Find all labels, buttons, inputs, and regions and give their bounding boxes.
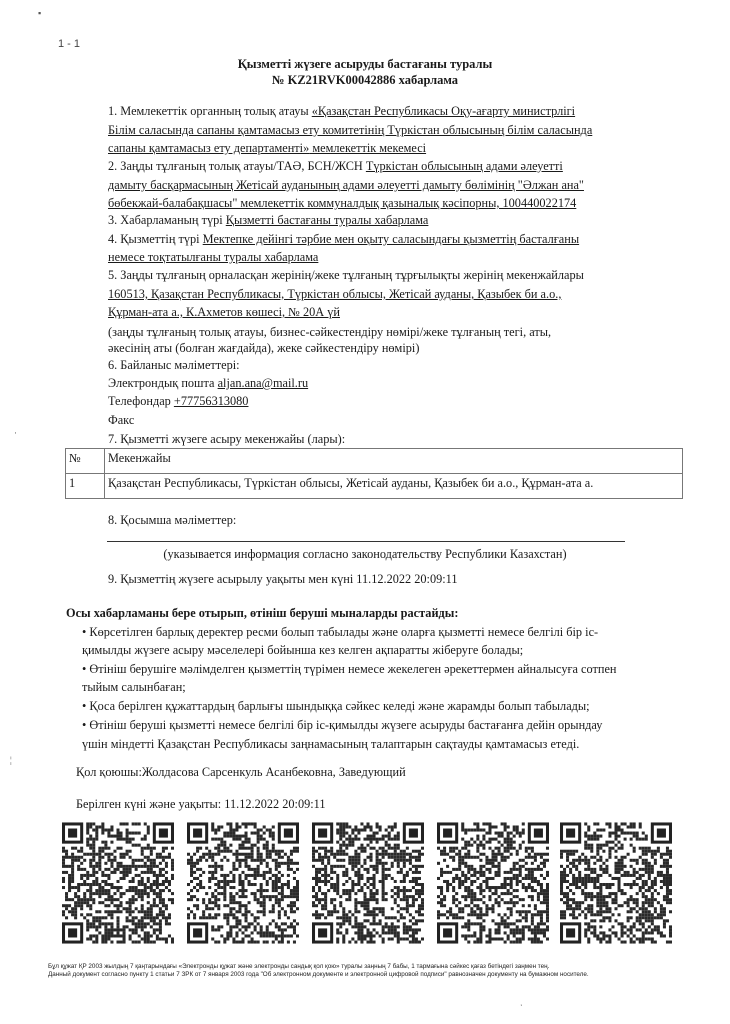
confirm-bullet4-line1: • Өтініш беруші қызметті немесе белгілі бір іс-қимылды жүзеге асыруды бастағанға дейін орындау (82, 718, 603, 732)
qr-code-5 (560, 822, 672, 944)
item5-note2: әкесінің аты (болған жағдайда), жеке сәйкестендіру нөмірі) (108, 341, 420, 355)
qr-code-1 (62, 822, 174, 944)
qr-code-2 (187, 822, 299, 944)
item9-line: 9. Қызметтің жүзеге асырылу уақыты мен күні 11.12.2022 20:09:11 (108, 572, 458, 586)
item6-heading: 6. Байланыс мәліметтері: (108, 358, 240, 372)
page-number: 1 - 1 (58, 38, 81, 50)
item7-heading: 7. Қызметті жүзеге асыру мекенжайы (лары): (108, 432, 346, 446)
item4-line2: немесе тоқтатылғаны туралы хабарлама (108, 250, 319, 264)
qr-code-3 (312, 822, 424, 944)
table-header-cell: Мекенжайы (105, 449, 683, 474)
table-header-row (66, 449, 683, 474)
email-link[interactable]: aljan.ana@mail.ru (217, 376, 309, 390)
table-cell: 1 (66, 474, 105, 499)
item5-note1: (заңды тұлғаның толық атауы, бизнес-сәйкестендіру нөмірі/жеке тұлғаның тегі, аты, (108, 325, 552, 339)
email-line: Электрондық пошта aljan.ana@mail.ru (108, 376, 309, 390)
confirm-heading: Осы хабарламаны бере отырып, өтініш беруші мыналарды растайды: (66, 606, 459, 620)
phone-value: +77756313080 (173, 394, 249, 408)
scan-mark: ¦ (10, 755, 12, 765)
item5-line3: Құрман-ата а., К.Ахметов көшесі, № 20А үй (108, 305, 340, 319)
item3-line: 3. Хабарламаның түрі Қызметті бастағаны туралы хабарлама (108, 213, 429, 227)
address-table (65, 448, 683, 499)
table-header-cell: № (66, 449, 105, 474)
item5-line1: 5. Заңды тұлғаның орналасқан жерінің/жеке тұлғаның тұрғылықты жерінің мекенжайлары (108, 268, 584, 282)
confirm-bullet1-line2: қимылды жүзеге асыру мәселелері бойынша кез келген ақпаратты жіберуге болады; (82, 643, 524, 657)
item2-line2: дамыту басқармасының Жетісай ауданының адами әлеуетті дамыту бөлімінің "Әлжан ана" (108, 178, 584, 192)
footer-line-ru: Данный документ согласно пункту 1 статьи 7 ЗРК от 7 января 2003 года "Об электронном документе и электронной цифровой подписи" равнозначен документу на бумажном носителе. (48, 971, 589, 978)
table-row (66, 474, 683, 499)
item2-line1: 2. Заңды тұлғаның толық атауы/ТАӘ, БСН/ЖСН Түркістан облысының адами әлеуетті (108, 159, 563, 173)
table-cell: Қазақстан Республикасы, Түркістан облысы, Жетісай ауданы, Қазыбек би а.о., Құрман-ата а. (105, 474, 683, 499)
footer-line-kz: Бұл құжат ҚР 2003 жылдың 7 қаңтарындағы «Электронды құжат және электронды сандық қол қою» туралы заңның 7 бабы, 1 тармағына сәйкес қағаз бетіндегі заңмен тең. (48, 963, 550, 970)
scan-mark: ͺ (520, 996, 523, 1006)
phone-line: Телефондар +77756313080 (108, 394, 249, 408)
confirm-bullet4-line2: үшін міндетті Қазақстан Республикасы заңнамасының талаптарын сақтауды қамтамасыз етеді. (82, 737, 580, 751)
confirm-bullet3: • Қоса берілген құжаттардың барлығы шындыққа сәйкес келеді және жарамды болып табылады; (82, 699, 590, 713)
signature-line: Қол қоюшы:Жолдасова Сарсенкуль Асанбековна, Заведующий (76, 765, 406, 779)
item2-line3: бөбекжай-балабақшасы" мемлекеттік коммуналдық қазыналық кәсіпорны, 100440022174 (108, 196, 577, 210)
confirm-bullet2-line1: • Өтініш берушіге мәлімделген қызметтің түрімен немесе жекелеген әрекеттермен айналысуға сотпен (82, 662, 617, 676)
scan-mark: ▪ (38, 8, 42, 18)
confirm-bullet2-line2: тыйым салынбаған; (82, 680, 186, 694)
item1-line3: сапаны қамтамасыз ету департаменті» мемлекеттік мекемесі (108, 141, 427, 155)
qr-code-4 (437, 822, 549, 944)
confirm-bullet1-line1: • Көрсетілген барлық деректер ресми болып табылады және оларға қызметті немесе белгілі бір іс- (82, 625, 599, 639)
item1-line2: Білім саласында сапаны қамтамасыз ету комитетінің Түркістан облысының білім саласында (108, 123, 593, 137)
item5-line2: 160513, Қазақстан Республикасы, Түркістан облысы, Жетісай ауданы, Қазыбек би а.о., (108, 287, 562, 301)
item8-heading: 8. Қосымша мәліметтер: (108, 513, 237, 527)
doc-title-line1: Қызметті жүзеге асыруды бастағаны туралы (237, 57, 493, 71)
issued-date-line: Берілген күні және уақыты: 11.12.2022 20:09:11 (76, 797, 326, 811)
item8-note: (указывается информация согласно законодательству Республики Казахстан) (163, 547, 567, 561)
fax-line: Факс (108, 413, 135, 427)
item1-line1: 1. Мемлекеттік органның толық атауы «Қазақстан Республикасы Оқу-ағарту министрлігі (108, 104, 576, 118)
qr-code-row (62, 822, 670, 944)
scan-mark: · (14, 428, 17, 438)
doc-title-line2: № KZ21RVK00042886 хабарлама (271, 73, 459, 87)
divider-line (107, 541, 625, 542)
item4-line1: 4. Қызметтің түрі Мектепке дейінгі тәрбие мен оқыту саласындағы қызметтің басталғаны (108, 232, 580, 246)
